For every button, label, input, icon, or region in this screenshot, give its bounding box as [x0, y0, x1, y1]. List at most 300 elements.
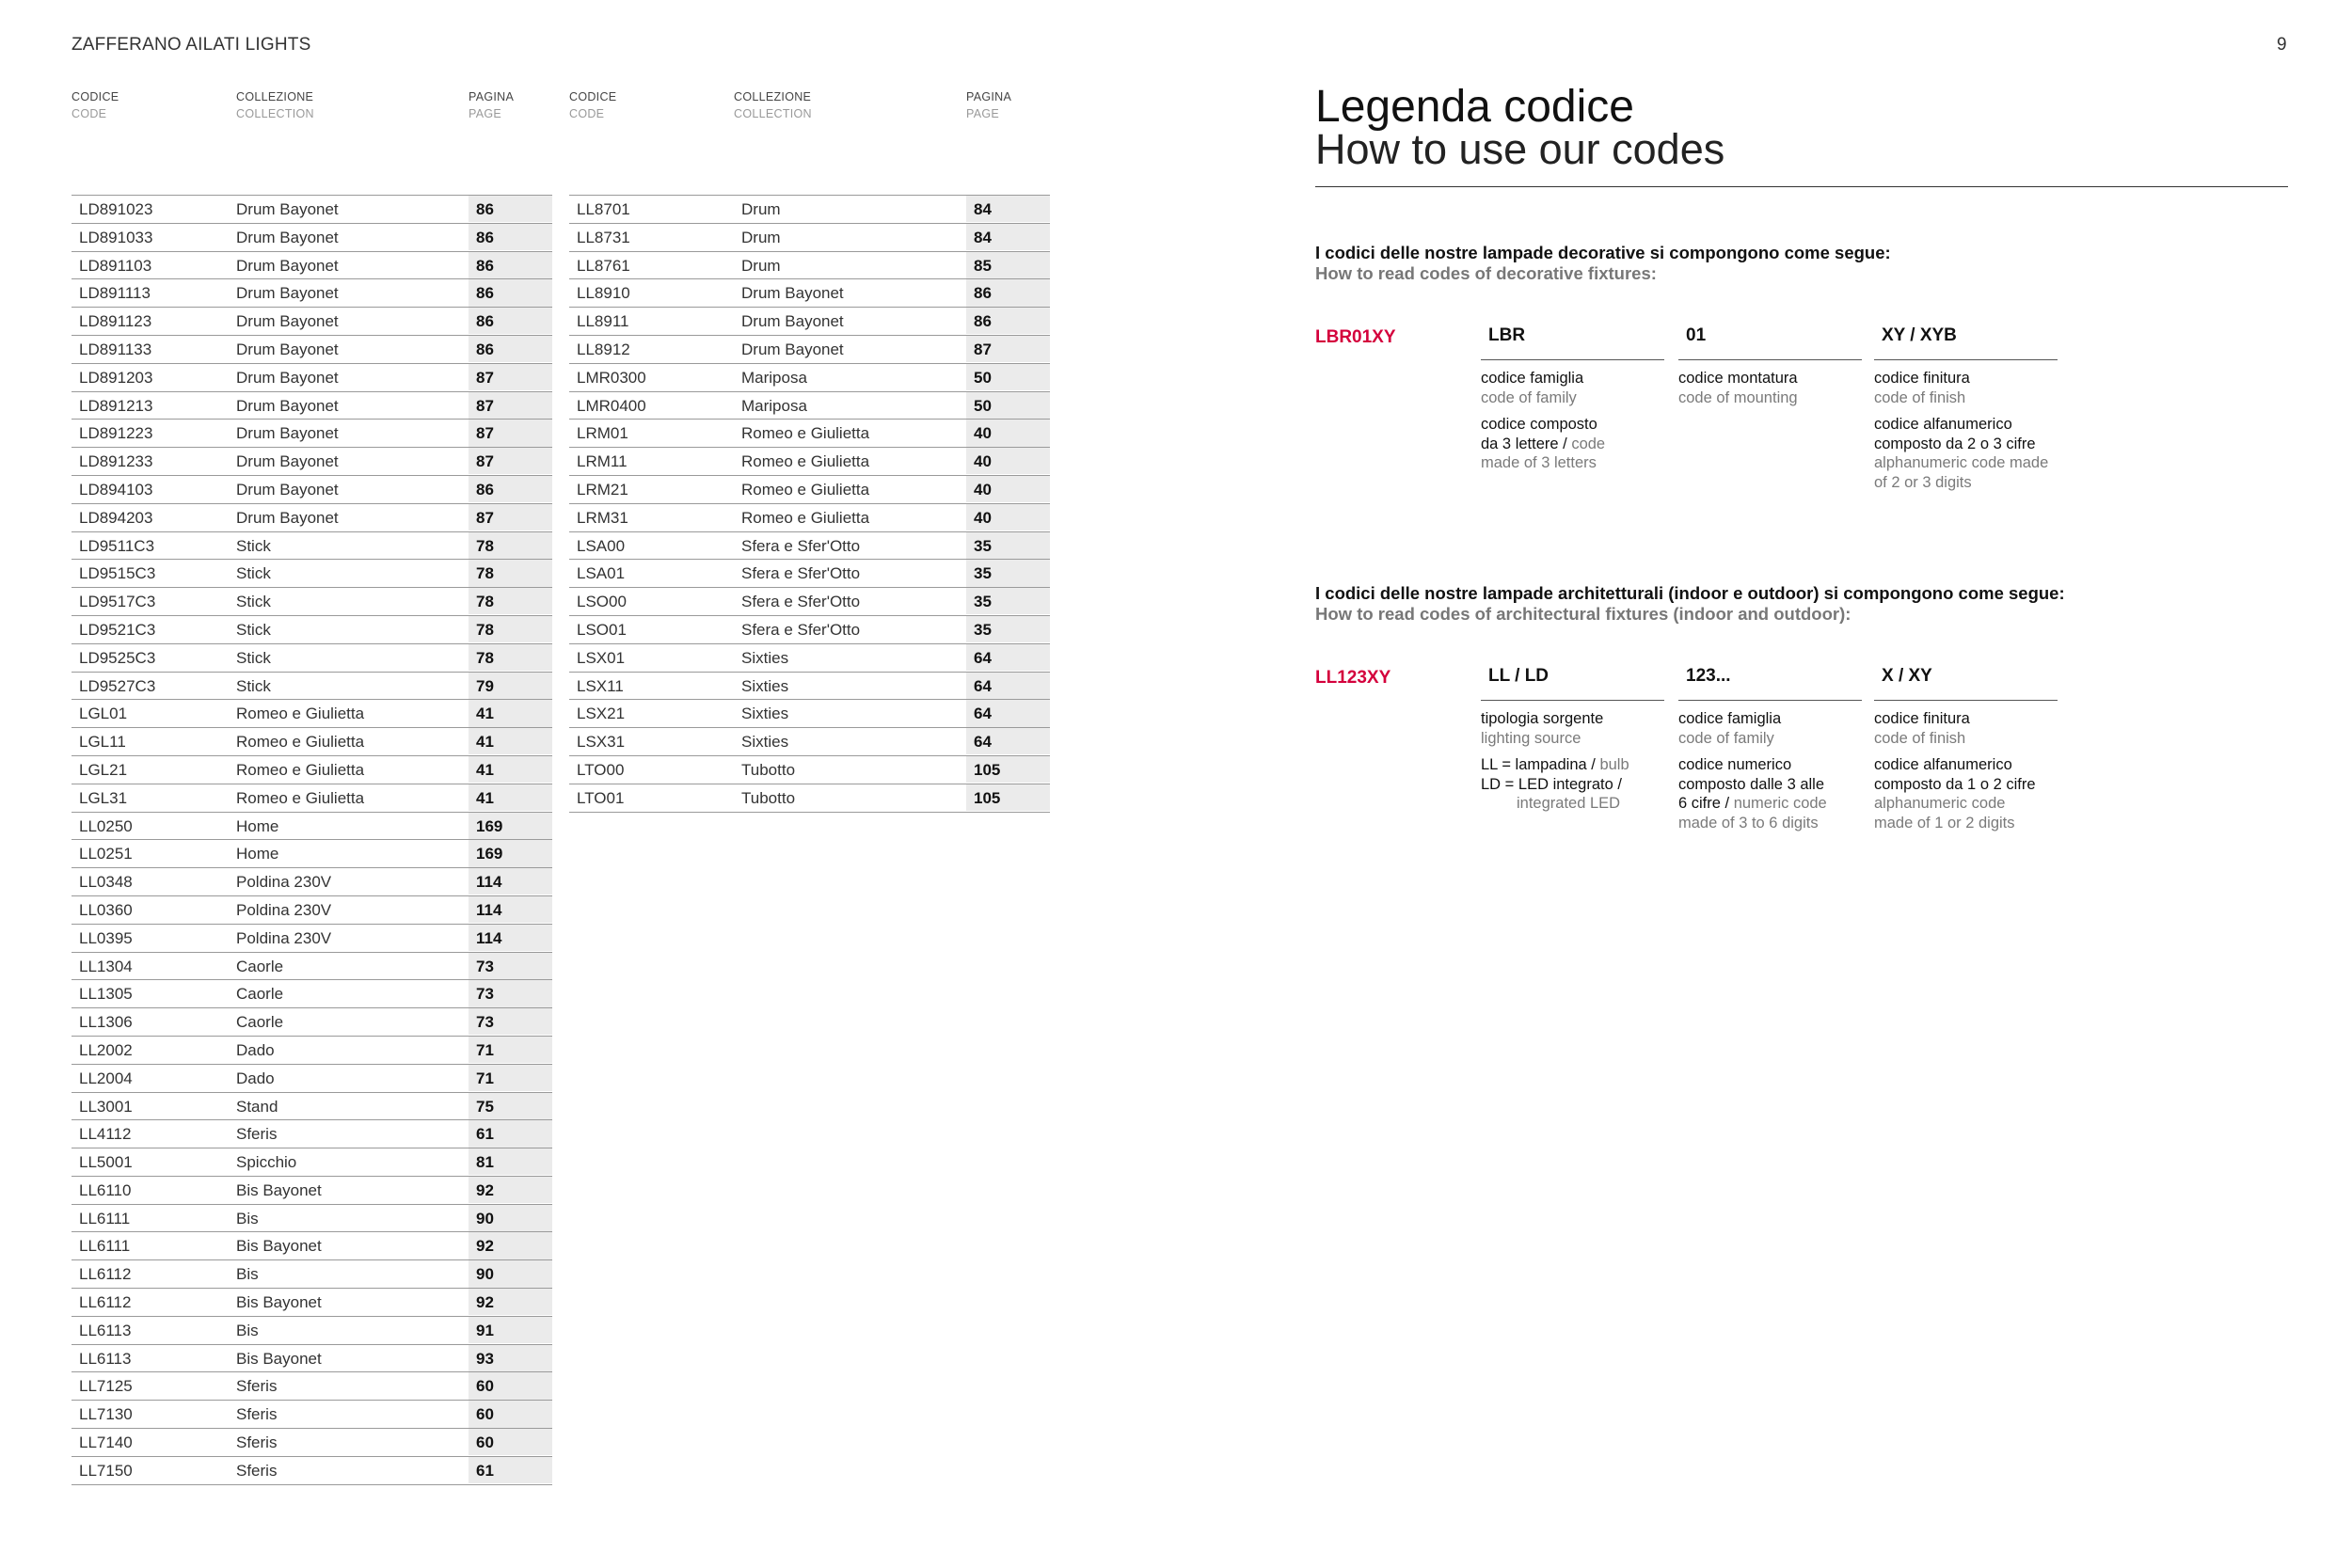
code-cell: LD891233	[79, 452, 153, 471]
page-cell: 35	[966, 616, 1050, 642]
table-row	[72, 560, 552, 588]
code-cell: LL0348	[79, 873, 133, 892]
table-row	[72, 1205, 552, 1233]
description-text-en: alphanumeric code	[1874, 795, 2006, 812]
code-cell: LD891203	[79, 368, 153, 387]
page-cell: 73	[469, 1008, 552, 1035]
collection-cell: Bis Bayonet	[236, 1180, 322, 1199]
code-cell: LL8912	[577, 340, 630, 358]
collection-cell: Sixties	[741, 705, 789, 723]
description-text-it: codice alfanumerico	[1874, 756, 2012, 773]
collection-cell: Stick	[236, 564, 271, 583]
page-cell: 61	[469, 1120, 552, 1147]
collection-cell: Drum Bayonet	[236, 312, 339, 331]
code-part-label: 123...	[1686, 666, 1731, 686]
page-cell: 73	[469, 980, 552, 1006]
collection-cell: Bis Bayonet	[236, 1237, 322, 1256]
page-cell: 35	[966, 532, 1050, 559]
table-row	[569, 532, 1050, 561]
page-cell: 40	[966, 420, 1050, 446]
code-cell: LD9527C3	[79, 676, 156, 695]
collection-cell: Romeo e Giulietta	[741, 452, 870, 471]
table-row	[72, 1232, 552, 1260]
code-cell: LD894103	[79, 480, 153, 499]
code-cell: LD891213	[79, 396, 153, 415]
description-text-it: 6 cifre /	[1678, 795, 1734, 812]
code-cell: LD891123	[79, 312, 152, 331]
page-cell: 79	[469, 673, 552, 699]
code-cell: LGL21	[79, 760, 128, 779]
page-cell: 71	[469, 1037, 552, 1063]
code-cell: LL6112	[79, 1265, 132, 1284]
collection-cell: Sixties	[741, 676, 789, 695]
page-cell: 86	[469, 336, 552, 362]
code-cell: LGL31	[79, 788, 128, 807]
collection-cell: Romeo e Giulietta	[236, 788, 365, 807]
code-cell: LL7140	[79, 1433, 133, 1452]
table-row	[72, 1401, 552, 1429]
page-cell: 60	[469, 1372, 552, 1399]
collection-cell: Sferis	[236, 1405, 278, 1424]
table-row	[72, 476, 552, 504]
collection-cell: Romeo e Giulietta	[236, 705, 365, 723]
collection-cell: Bis Bayonet	[236, 1349, 322, 1368]
code-cell: LTO00	[577, 760, 625, 779]
code-cell: LSO01	[577, 620, 627, 639]
table-row	[72, 364, 552, 392]
collection-cell: Tubotto	[741, 788, 796, 807]
table-row	[72, 392, 552, 420]
page-cell: 40	[966, 448, 1050, 474]
page-cell: 41	[469, 700, 552, 726]
table-row	[72, 1148, 552, 1177]
code-cell: LD894203	[79, 508, 153, 527]
code-cell: LGL01	[79, 705, 128, 723]
code-cell: LRM11	[577, 452, 628, 471]
page-cell: 87	[469, 392, 552, 419]
code-cell: LD891033	[79, 228, 153, 246]
table-row	[72, 1345, 552, 1373]
collection-cell: Sfera e Sfer'Otto	[741, 564, 861, 583]
description-text-en: code	[1571, 435, 1606, 452]
legend-divider	[1315, 186, 2288, 187]
page-cell: 114	[469, 868, 552, 895]
table-row	[72, 673, 552, 701]
code-cell: LD891223	[79, 424, 153, 443]
page-cell: 91	[469, 1317, 552, 1343]
table-row	[72, 728, 552, 756]
collection-cell: Mariposa	[741, 396, 807, 415]
code-cell: LL1305	[79, 985, 133, 1004]
code-cell: LL6113	[79, 1321, 132, 1339]
code-cell: LTO01	[577, 788, 625, 807]
table-row	[569, 504, 1050, 532]
table-row	[72, 1289, 552, 1317]
collection-cell: Drum Bayonet	[236, 340, 339, 358]
description-text-it: composto dalle 3 alle	[1678, 775, 1825, 793]
table-row	[72, 336, 552, 364]
table-row	[72, 1317, 552, 1345]
code-cell: LD891113	[79, 284, 151, 303]
page-cell: 61	[469, 1457, 552, 1483]
table-row	[72, 1093, 552, 1121]
collection-cell: Drum	[741, 228, 781, 246]
page-cell: 73	[469, 953, 552, 979]
code-table-right	[569, 195, 1050, 813]
code-part-divider	[1678, 359, 1862, 360]
table-row	[72, 224, 552, 252]
code-cell: LD9521C3	[79, 620, 156, 639]
collection-cell: Sfera e Sfer'Otto	[741, 536, 861, 555]
code-part-label: X / XY	[1882, 666, 1932, 686]
collection-cell: Drum Bayonet	[236, 284, 339, 303]
table-row	[72, 1457, 552, 1485]
description-text-it: codice alfanumerico	[1874, 416, 2012, 433]
page-cell: 114	[469, 896, 552, 923]
page-cell: 87	[469, 420, 552, 446]
collection-cell: Poldina 230V	[236, 873, 332, 892]
page-cell: 41	[469, 756, 552, 783]
page-cell: 60	[469, 1401, 552, 1427]
table-row	[569, 196, 1050, 224]
description-text-it: codice famiglia	[1678, 710, 1782, 727]
code-cell: LL1304	[79, 957, 133, 975]
description-text-en: code of finish	[1874, 729, 1966, 747]
table-row	[72, 504, 552, 532]
description-text-en: of 2 or 3 digits	[1874, 473, 1972, 491]
table-row	[569, 644, 1050, 673]
page-cell: 87	[469, 448, 552, 474]
code-part-label: 01	[1686, 325, 1707, 345]
table-row	[72, 953, 552, 981]
description-text-en: made of 3 letters	[1481, 454, 1597, 471]
table-row	[72, 1260, 552, 1289]
page-cell: 78	[469, 644, 552, 671]
page-cell: 35	[966, 560, 1050, 586]
code-cell: LL6112	[79, 1293, 132, 1312]
code-part-divider	[1874, 700, 2058, 701]
description-text-it: composto da 1 o 2 cifre	[1874, 775, 2036, 793]
page-cell: 64	[966, 644, 1050, 671]
code-cell: LL6110	[79, 1180, 132, 1199]
code-cell: LL5001	[79, 1153, 133, 1172]
table-row	[569, 336, 1050, 364]
table-row	[569, 252, 1050, 280]
collection-cell: Drum Bayonet	[741, 340, 844, 358]
collection-cell: Drum Bayonet	[236, 424, 339, 443]
table-row	[569, 588, 1050, 616]
decorative-subheading: How to read codes of decorative fixtures:	[1315, 263, 1657, 283]
code-cell: LD891023	[79, 200, 153, 218]
collection-cell: Stick	[236, 593, 271, 611]
code-cell: LL1306	[79, 1013, 133, 1032]
code-table-left	[72, 195, 552, 1485]
collection-cell: Stick	[236, 648, 271, 667]
collection-cell: Drum	[741, 256, 781, 275]
collection-cell: Romeo e Giulietta	[741, 508, 870, 527]
table-row	[72, 448, 552, 476]
collection-cell: Bis	[236, 1265, 259, 1284]
code-cell: LL6111	[79, 1237, 131, 1256]
legend-subtitle: How to use our codes	[1315, 125, 1725, 173]
collection-cell: Caorle	[236, 1013, 284, 1032]
column-header-page: PAGINA PAGE	[469, 90, 515, 120]
code-cell: LL0360	[79, 900, 133, 919]
collection-cell: Stand	[236, 1097, 278, 1116]
code-cell: LSX31	[577, 733, 626, 752]
page-cell: 41	[469, 784, 552, 811]
collection-cell: Sferis	[236, 1461, 278, 1480]
table-row	[72, 925, 552, 953]
page-number: 9	[2277, 35, 2287, 55]
table-row	[72, 700, 552, 728]
table-row	[72, 588, 552, 616]
description-text-it: codice famiglia	[1481, 370, 1584, 387]
collection-cell: Sferis	[236, 1433, 278, 1452]
collection-cell: Dado	[236, 1069, 275, 1087]
code-cell: LRM01	[577, 424, 628, 443]
table-row	[72, 1429, 552, 1457]
column-header-collection: COLLEZIONE COLLECTION	[734, 90, 812, 120]
collection-cell: Drum Bayonet	[236, 396, 339, 415]
collection-cell: Home	[236, 816, 279, 835]
code-cell: LL6113	[79, 1349, 132, 1368]
table-row	[72, 980, 552, 1008]
page-cell: 85	[966, 252, 1050, 278]
description-text-en: integrated LED	[1517, 795, 1621, 812]
collection-cell: Drum Bayonet	[236, 480, 339, 499]
code-cell: LSX01	[577, 648, 626, 667]
code-cell: LL8761	[577, 256, 630, 275]
page-cell: 169	[469, 840, 552, 866]
table-row	[569, 224, 1050, 252]
page-cell: 64	[966, 700, 1050, 726]
table-row	[72, 308, 552, 336]
description-text-it: LL = lampadina /	[1481, 756, 1600, 773]
description-text-it: codice finitura	[1874, 370, 1970, 387]
collection-cell: Poldina 230V	[236, 900, 332, 919]
architectural-subheading: How to read codes of architectural fixtures (indoor and outdoor):	[1315, 604, 1851, 624]
code-cell: LL0250	[79, 816, 133, 835]
table-row	[72, 196, 552, 224]
architectural-code-example: LL123XY	[1315, 668, 1391, 688]
page-cell: 86	[469, 224, 552, 250]
collection-cell: Dado	[236, 1040, 275, 1059]
code-part-description	[1481, 709, 1678, 814]
table-row	[72, 252, 552, 280]
architectural-heading: I codici delle nostre lampade architetturali (indoor e outdoor) si compongono come segue:	[1315, 583, 2065, 603]
page-cell: 40	[966, 504, 1050, 531]
collection-cell: Sfera e Sfer'Otto	[741, 620, 861, 639]
code-cell: LL8910	[577, 284, 630, 303]
code-cell: LL7150	[79, 1461, 133, 1480]
table-row	[72, 813, 552, 841]
page-cell: 92	[469, 1289, 552, 1315]
code-cell: LSO00	[577, 593, 627, 611]
table-row	[72, 784, 552, 813]
description-text-en: made of 1 or 2 digits	[1874, 814, 2015, 832]
code-part-divider	[1874, 359, 2058, 360]
code-cell: LL7125	[79, 1377, 133, 1396]
description-text-en: numeric code	[1733, 795, 1827, 812]
code-part-description	[1874, 369, 2072, 492]
code-cell: LD9511C3	[79, 536, 155, 555]
legend-title: Legenda codice	[1315, 82, 1634, 132]
page-cell: 92	[469, 1232, 552, 1259]
description-text-it: codice numerico	[1678, 756, 1792, 773]
code-part-description	[1678, 709, 1876, 832]
code-part-label: LL / LD	[1488, 666, 1549, 686]
page-cell: 78	[469, 532, 552, 559]
column-header-collection: COLLEZIONE COLLECTION	[236, 90, 314, 120]
table-row	[72, 616, 552, 644]
collection-cell: Stick	[236, 536, 271, 555]
collection-cell: Romeo e Giulietta	[236, 733, 365, 752]
page-cell: 78	[469, 588, 552, 614]
code-cell: LSX11	[577, 676, 624, 695]
table-row	[569, 616, 1050, 644]
table-row	[569, 700, 1050, 728]
page-cell: 169	[469, 813, 552, 839]
description-text-en: lighting source	[1481, 729, 1581, 747]
description-text-en: alphanumeric code made	[1874, 454, 2049, 471]
code-cell: LL7130	[79, 1405, 133, 1424]
collection-cell: Mariposa	[741, 368, 807, 387]
collection-cell: Drum Bayonet	[236, 256, 339, 275]
page-cell: 93	[469, 1345, 552, 1371]
description-text-en: made of 3 to 6 digits	[1678, 814, 1819, 832]
collection-cell: Stick	[236, 620, 271, 639]
page-cell: 78	[469, 560, 552, 586]
page-cell: 86	[469, 279, 552, 306]
collection-cell: Bis	[236, 1209, 259, 1227]
code-cell: LL2004	[79, 1069, 133, 1087]
description-text-it: composto da 2 o 3 cifre	[1874, 435, 2036, 452]
page-cell: 105	[966, 756, 1050, 783]
collection-cell: Drum Bayonet	[236, 228, 339, 246]
page-cell: 86	[966, 279, 1050, 306]
page-cell: 105	[966, 784, 1050, 811]
table-row	[72, 532, 552, 561]
code-cell: LL8731	[577, 228, 630, 246]
table-row	[72, 1065, 552, 1093]
table-row	[569, 673, 1050, 701]
table-row	[72, 279, 552, 308]
collection-cell: Drum Bayonet	[236, 200, 339, 218]
page-cell: 87	[469, 504, 552, 531]
table-row	[569, 364, 1050, 392]
table-row	[569, 784, 1050, 813]
table-row	[72, 1037, 552, 1065]
page-cell: 64	[966, 673, 1050, 699]
code-cell: LD9515C3	[79, 564, 156, 583]
page-cell: 92	[469, 1177, 552, 1203]
table-row	[72, 840, 552, 868]
table-row	[569, 308, 1050, 336]
table-row	[569, 448, 1050, 476]
code-cell: LL8911	[577, 312, 629, 331]
collection-cell: Drum Bayonet	[236, 508, 339, 527]
code-part-label: XY / XYB	[1882, 325, 1957, 345]
collection-cell: Home	[236, 845, 279, 863]
decorative-code-example: LBR01XY	[1315, 327, 1396, 347]
description-text-en: code of mounting	[1678, 388, 1798, 406]
code-cell: LSX21	[577, 705, 626, 723]
code-cell: LD891103	[79, 256, 152, 275]
description-text-en: bulb	[1599, 756, 1629, 773]
page-cell: 84	[966, 224, 1050, 250]
collection-cell: Drum	[741, 200, 781, 218]
code-part-divider	[1481, 700, 1664, 701]
collection-cell: Poldina 230V	[236, 928, 332, 947]
page-cell: 86	[469, 196, 552, 222]
page-cell: 86	[469, 476, 552, 502]
page-cell: 87	[469, 364, 552, 390]
page-cell: 86	[469, 252, 552, 278]
description-text-it: LD = LED integrato /	[1481, 775, 1622, 793]
page-cell: 40	[966, 476, 1050, 502]
table-row	[72, 896, 552, 925]
description-text-en: code of family	[1481, 388, 1577, 406]
collection-cell: Drum Bayonet	[236, 452, 339, 471]
description-text-en: code of family	[1678, 729, 1774, 747]
page-cell: 86	[469, 308, 552, 334]
collection-cell: Bis	[236, 1321, 259, 1339]
collection-cell: Drum Bayonet	[741, 312, 844, 331]
table-row	[569, 279, 1050, 308]
collection-cell: Spicchio	[236, 1153, 297, 1172]
code-cell: LL0251	[79, 845, 133, 863]
description-text-it: tipologia sorgente	[1481, 710, 1604, 727]
table-row	[569, 756, 1050, 784]
table-row	[72, 1008, 552, 1037]
table-row	[569, 420, 1050, 448]
page-cell: 87	[966, 336, 1050, 362]
collection-cell: Stick	[236, 676, 271, 695]
description-text-it: codice composto	[1481, 416, 1597, 433]
description-text-it: codice finitura	[1874, 710, 1970, 727]
table-row	[569, 392, 1050, 420]
collection-cell: Romeo e Giulietta	[741, 424, 870, 443]
page-cell: 41	[469, 728, 552, 754]
collection-cell: Tubotto	[741, 760, 796, 779]
code-cell: LL6111	[79, 1209, 131, 1227]
code-part-divider	[1481, 359, 1664, 360]
page-cell: 71	[469, 1065, 552, 1091]
table-row	[569, 476, 1050, 504]
collection-cell: Sixties	[741, 648, 789, 667]
page-cell: 60	[469, 1429, 552, 1455]
page-cell: 114	[469, 925, 552, 951]
description-text-it: da 3 lettere /	[1481, 435, 1572, 452]
code-part-divider	[1678, 700, 1862, 701]
code-cell: LMR0400	[577, 396, 646, 415]
collection-cell: Romeo e Giulietta	[741, 480, 870, 499]
page-cell: 50	[966, 364, 1050, 390]
code-cell: LRM31	[577, 508, 628, 527]
code-cell: LRM21	[577, 480, 628, 499]
collection-cell: Sfera e Sfer'Otto	[741, 593, 861, 611]
page-cell: 75	[469, 1093, 552, 1119]
page-cell: 90	[469, 1205, 552, 1231]
table-row	[72, 756, 552, 784]
decorative-heading: I codici delle nostre lampade decorative si compongono come segue:	[1315, 243, 1891, 262]
table-row	[72, 868, 552, 896]
code-cell: LL4112	[79, 1125, 132, 1144]
table-row	[569, 560, 1050, 588]
page-cell: 35	[966, 588, 1050, 614]
table-row	[72, 1120, 552, 1148]
